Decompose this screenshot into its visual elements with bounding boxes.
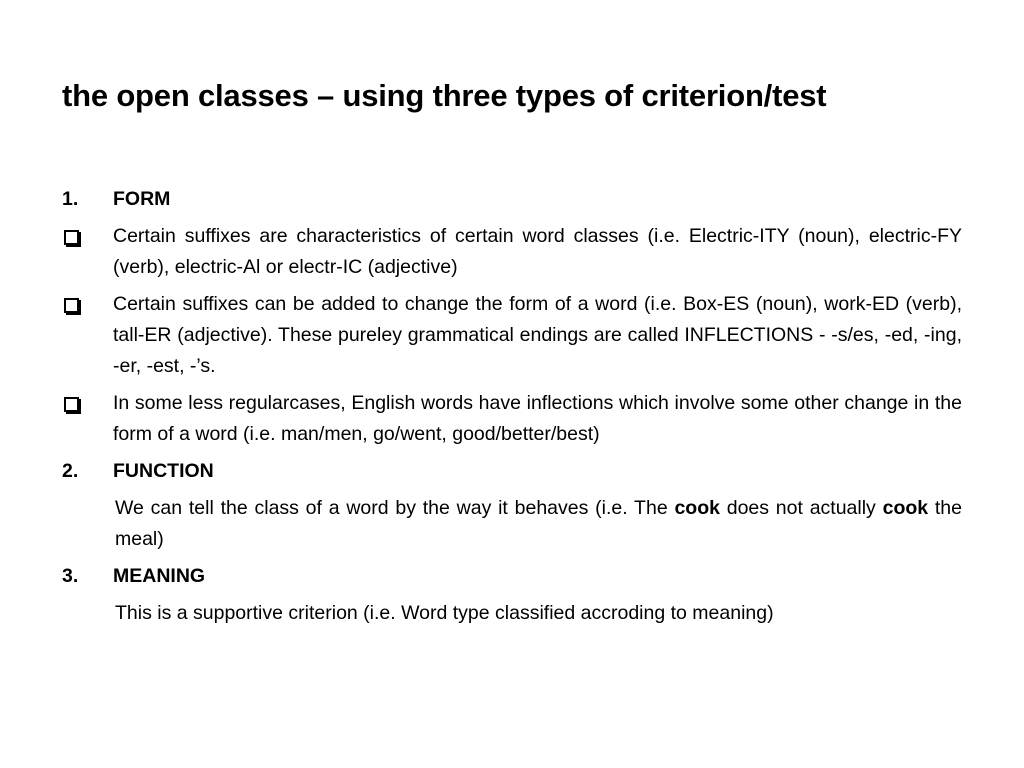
slide-title: the open classes – using three types of criterion/test	[62, 78, 827, 113]
section-heading: MEANING	[113, 565, 206, 587]
section-meaning-heading	[62, 561, 962, 592]
section-number: 3.	[62, 565, 79, 587]
text-run: We can tell the class of a word by the way it behaves (i.e. The	[115, 497, 675, 519]
section-meaning-text: This is a supportive criterion (i.e. Word type classified accroding to meaning)	[115, 602, 774, 624]
text-run: the meal)	[115, 497, 962, 550]
bullet-item	[62, 289, 962, 382]
section-form-heading	[62, 184, 962, 215]
section-number: 1.	[62, 188, 79, 210]
checkbox-bullet-icon	[64, 298, 79, 313]
bullet-text: In some less regularcases, English words have inflections which involve some other change in the form of a word (i.e. man/men, go/went, good/better/best)	[113, 392, 962, 445]
text-run: does not actually	[719, 497, 883, 519]
section-function-heading	[62, 456, 962, 487]
bullet-text: Certain suffixes are characteristics of certain word classes (i.e. Electric-ITY (noun), electric-FY (verb), electric-Al or electr-IC (adjective)	[113, 225, 962, 278]
section-function-text	[62, 493, 962, 555]
section-heading: FUNCTION	[113, 460, 214, 482]
bullet-item	[62, 388, 962, 450]
section-heading: FORM	[113, 188, 171, 210]
checkbox-bullet-icon	[64, 230, 79, 245]
section-number: 2.	[62, 460, 79, 482]
checkbox-bullet-icon	[64, 397, 79, 412]
emphasis-cook: cook	[882, 497, 929, 519]
bullet-item	[62, 221, 962, 283]
bullet-text: Certain suffixes can be added to change the form of a word (i.e. Box-ES (noun), work-ED (verb), tall-ER (adjective). These pureley grammatical endings are called INFLECTIONS - -s/es, -ed, -ing, -er, -est, -’s.	[113, 293, 962, 377]
emphasis-cook: cook	[674, 497, 720, 519]
slide-body	[62, 184, 962, 629]
